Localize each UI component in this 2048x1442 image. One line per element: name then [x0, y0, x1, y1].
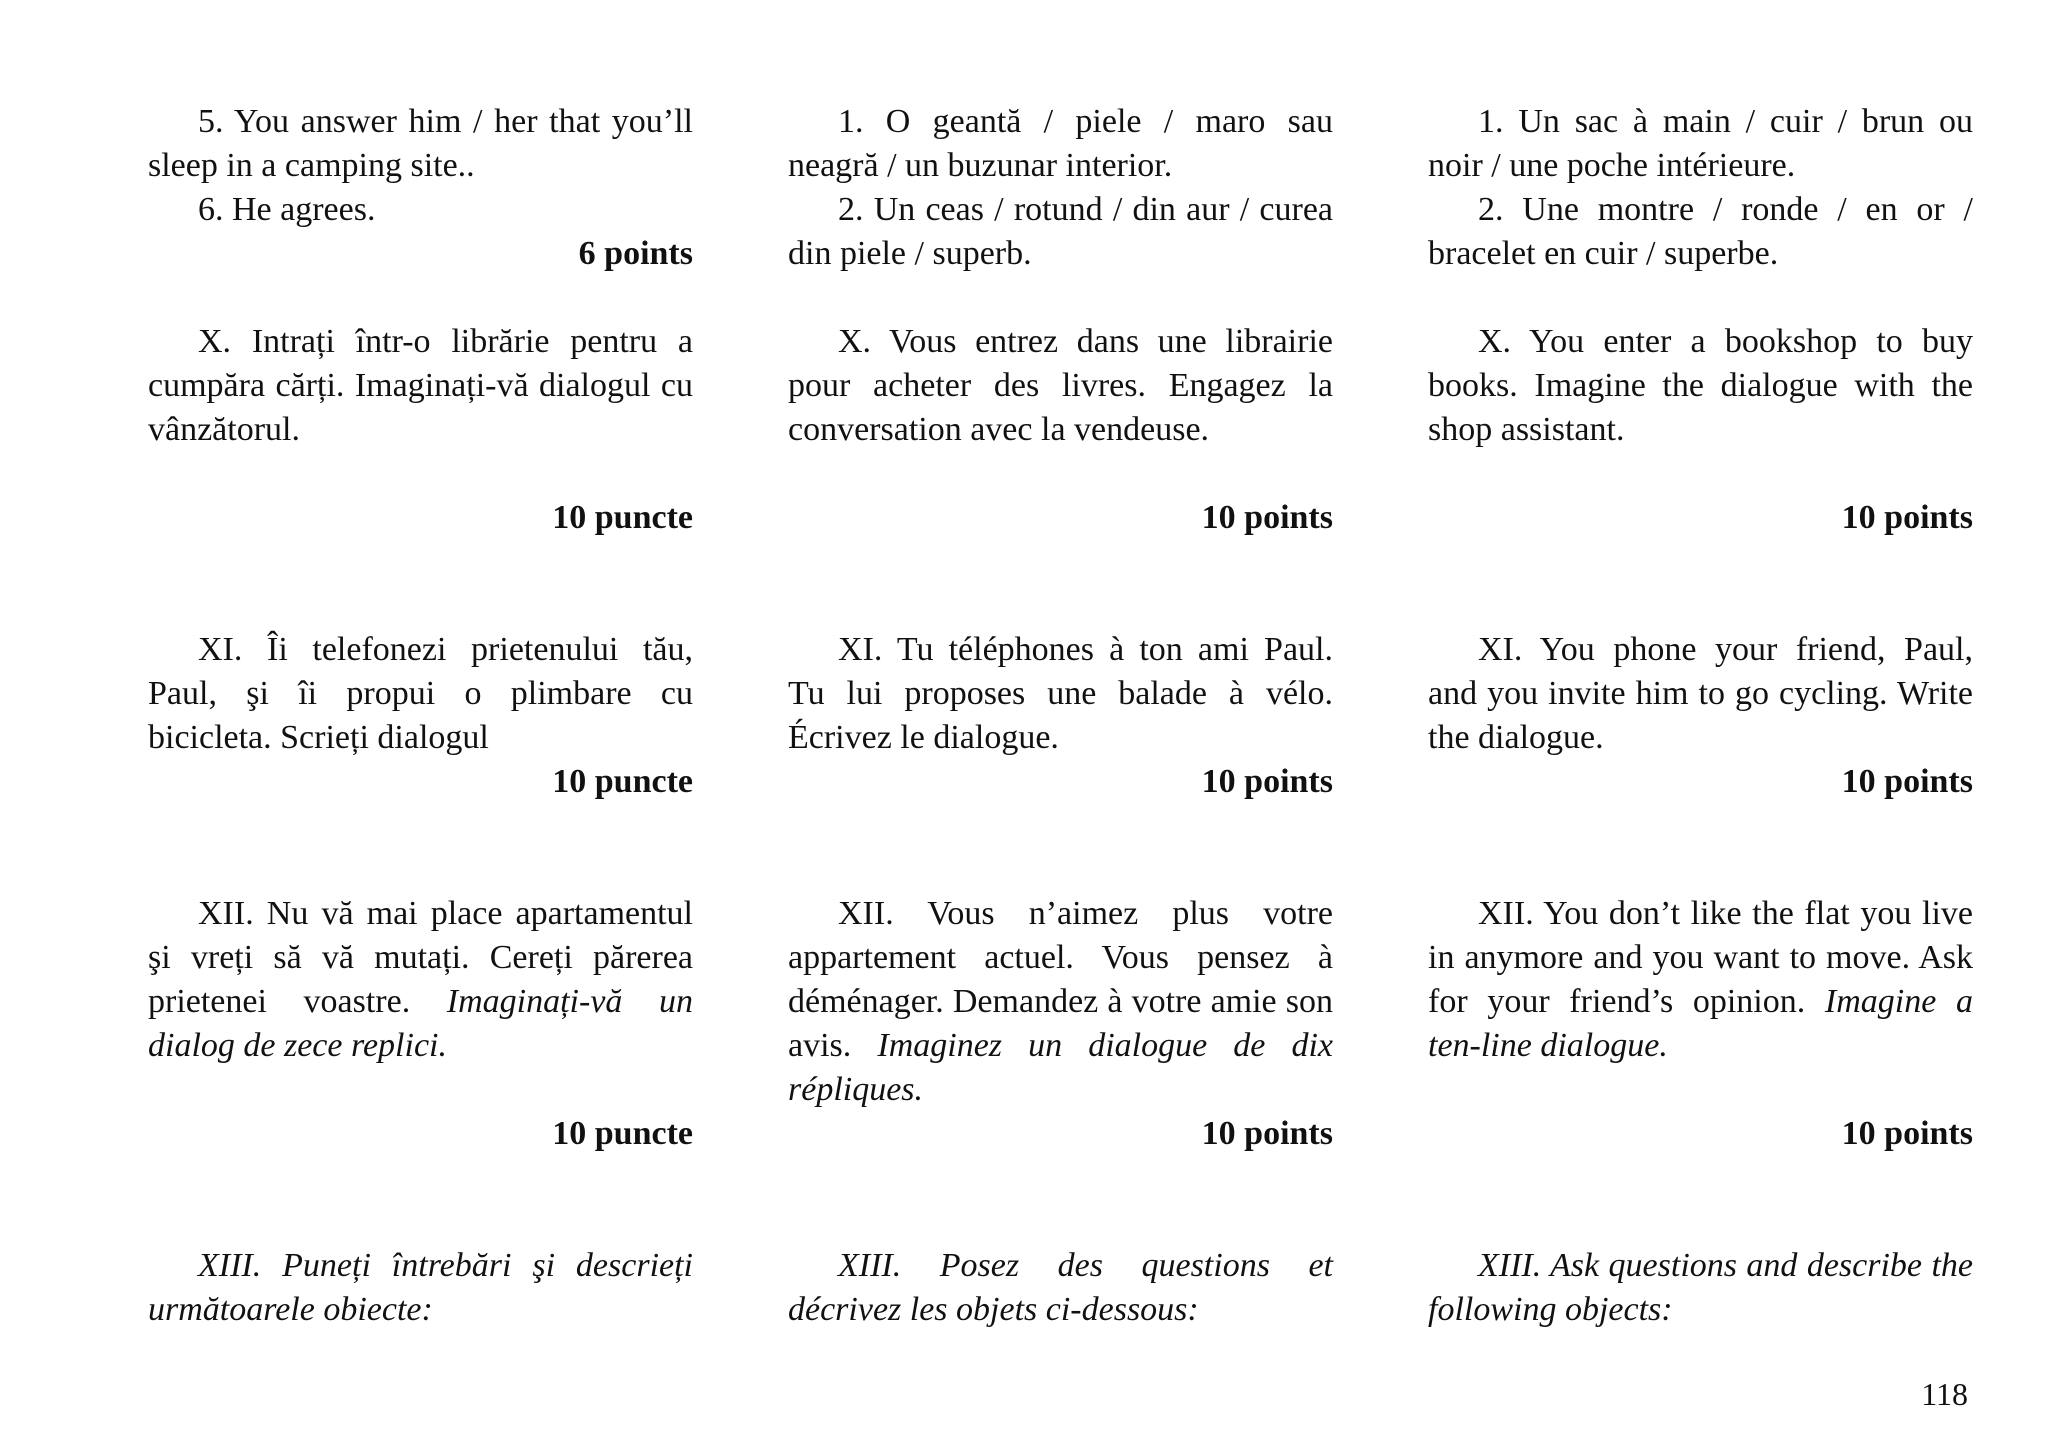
- col2-item-2: 2. Un ceas / rotund / din aur / curea din piele / superb.: [788, 191, 1333, 272]
- col1-exercise-xii-text: [148, 892, 693, 1068]
- col1-exercise-x-text: X. Intrați într-o librărie pentru a cumpăra cărți. Imaginați-vă dialogul cu vânzătorul.: [148, 323, 693, 448]
- col2-exercise-xi: [788, 628, 1333, 760]
- col2-score-xi: 10 points: [1201, 763, 1333, 800]
- col1-item-5: 5. You answer him / her that you’ll sleep in a camping site..: [148, 103, 693, 184]
- col1-score-xi: 10 puncte: [552, 763, 693, 800]
- col1-score-1: 6 points: [578, 235, 693, 272]
- col2-exercise-x-text: X. Vous entrez dans une librairie pour acheter des livres. Engagez la conversation avec la vendeuse.: [788, 323, 1333, 448]
- col1-exercise-xi: [148, 628, 693, 760]
- col2-score-x: 10 points: [1201, 499, 1333, 536]
- col3-exercise-x-text: X. You enter a bookshop to buy books. Imagine the dialogue with the shop assistant.: [1428, 323, 1973, 448]
- col2-exercise-xii-plain: XII. Vous n’aimez plus votre appartement actuel. Vous pensez à déménager. Demandez à votre amie son avis.: [788, 895, 1333, 1064]
- col3-exercise-xii-plain: XII. You don’t like the flat you live in anymore and you want to move. Ask for your friend’s opinion.: [1428, 895, 1973, 1020]
- col3-exercise-xi-text: XI. You phone your friend, Paul, and you invite him to go cycling. Write the dialogue.: [1428, 631, 1973, 756]
- col2-item-1: 1. O geantă / piele / maro sau neagră / un buzunar interior.: [788, 103, 1333, 184]
- col3-exercise-xiii-text: XIII. Ask questions and describe the following objects:: [1428, 1247, 1973, 1328]
- col1-score-xii: 10 puncte: [552, 1115, 693, 1152]
- col3-exercise-xiii: [1428, 1244, 1973, 1332]
- col3-block-items: [1428, 100, 1973, 276]
- col3-item-1: 1. Un sac à main / cuir / brun ou noir / une poche intérieure.: [1428, 103, 1973, 184]
- col2-exercise-xiii-text: XIII. Posez des questions et décrivez les objets ci-dessous:: [788, 1247, 1333, 1328]
- col3-exercise-x: [1428, 320, 1973, 452]
- col1-exercise-xii: [148, 892, 693, 1068]
- col3-exercise-xii: [1428, 892, 1973, 1068]
- col3-score-xi: 10 points: [1841, 763, 1973, 800]
- col3-score-x: 10 points: [1841, 499, 1973, 536]
- col2-exercise-xii: [788, 892, 1333, 1112]
- col1-block-continuation: [148, 100, 693, 232]
- col3-exercise-xi: [1428, 628, 1973, 760]
- col3-exercise-xii-text: [1428, 892, 1973, 1068]
- col2-exercise-xii-italic: Imaginez un dialogue de dix répliques.: [788, 1027, 1333, 1108]
- col2-block-items: [788, 100, 1333, 276]
- col1-score-x: 10 puncte: [552, 499, 693, 536]
- col2-exercise-xii-text: [788, 892, 1333, 1112]
- col1-exercise-xii-plain: XII. Nu vă mai place apartamentul şi vreți să vă mutați. Cereți părerea prietenei voastre.: [148, 895, 693, 1020]
- col1-exercise-xii-italic: Imaginați-vă un dialog de zece replici.: [148, 983, 693, 1064]
- col1-exercise-x: [148, 320, 693, 452]
- col1-exercise-xiii-text: XIII. Puneți întrebări şi descrieți următoarele obiecte:: [148, 1247, 693, 1328]
- col3-item-2: 2. Une montre / ronde / en or / bracelet en cuir / superbe.: [1428, 191, 1973, 272]
- col1-exercise-xi-text: XI. Îi telefonezi prietenului tău, Paul, şi îi propui o plimbare cu bicicleta. Scrieți dialogul: [148, 631, 693, 756]
- col3-exercise-xii-italic: Imagine a ten-line dialogue.: [1428, 983, 1973, 1064]
- col2-exercise-xi-text: XI. Tu téléphones à ton ami Paul. Tu lui proposes une balade à vélo. Écrivez le dialogue.: [788, 631, 1333, 756]
- col2-exercise-x: [788, 320, 1333, 452]
- col1-exercise-xiii: [148, 1244, 693, 1332]
- page-number: 118: [1921, 1376, 1968, 1412]
- col2-exercise-xiii: [788, 1244, 1333, 1332]
- col2-score-xii: 10 points: [1201, 1115, 1333, 1152]
- col1-item-6: 6. He agrees.: [198, 191, 376, 228]
- col3-score-xii: 10 points: [1841, 1115, 1973, 1152]
